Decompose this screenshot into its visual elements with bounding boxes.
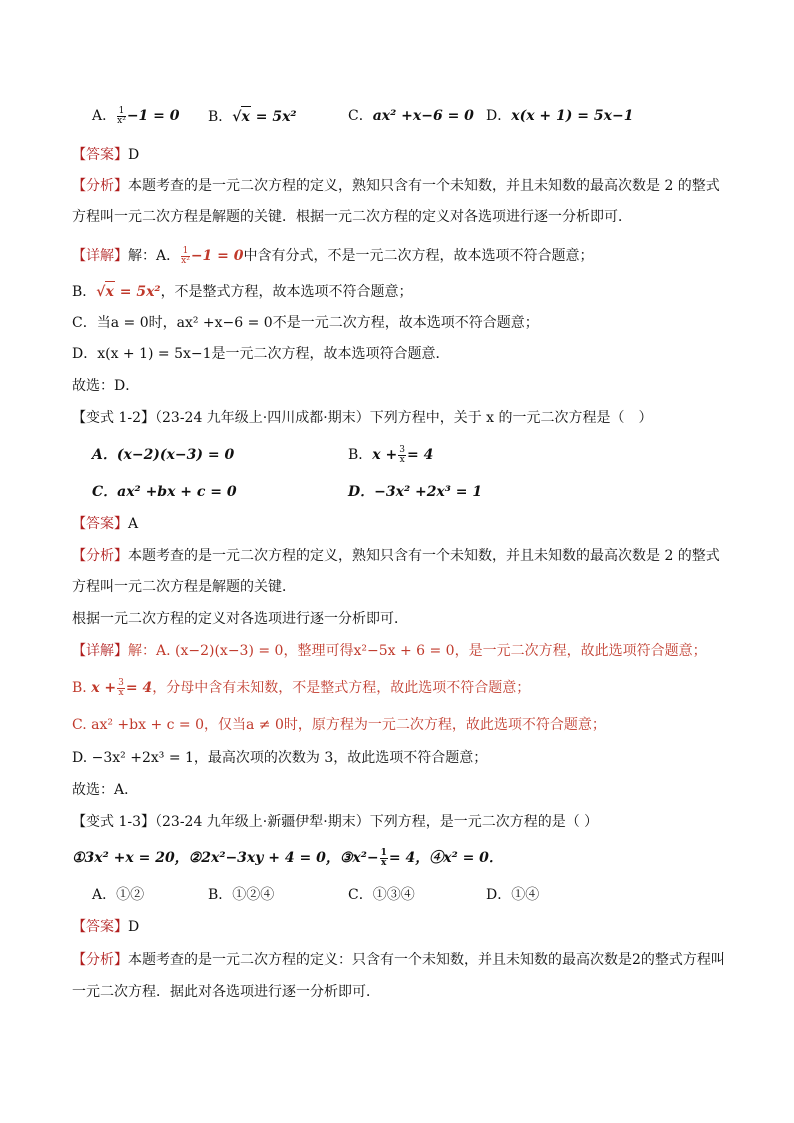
q2-analysis-cont: 方程叫一元二次方程是解题的关键． bbox=[72, 579, 296, 595]
q3-option-d: D．①④ bbox=[486, 887, 540, 903]
q1-option-a: A． $\frac{1}{\text{x²}}$ −1 = 0 bbox=[92, 105, 180, 126]
q3-analysis-cont: 一元二次方程．据此对各选项进行逐一分析即可． bbox=[72, 984, 380, 1000]
q3-equations: ①3x² +x = 20，②2x²−3xy + 4 = 0，③x²− $\frac{1}{x}$ = 4，④x² = 0． bbox=[72, 847, 503, 868]
q2-answer: 【答案】A bbox=[72, 516, 139, 532]
q3-option-a: A．①② bbox=[92, 887, 145, 903]
q3-option-b: B．①②④ bbox=[208, 887, 275, 903]
q2-detail-a: 【详解】解：A. (x−2)(x−3) = 0，整理可得x²−5x + 6 = 0，是一元二次方程，故此选项符合题意； bbox=[72, 643, 707, 659]
q2-analysis: 【分析】本题考查的是一元二次方程的定义，熟知只含有一个未知数，并且未知数的最高次数是 2 的整式 bbox=[72, 548, 720, 564]
q2-option-b: B．x + $\frac{3}{x}$ = 4 bbox=[348, 444, 434, 465]
q3-answer: 【答案】D bbox=[72, 919, 140, 935]
q1-detail-c: C．当a = 0时，ax² +x−6 = 0不是一元二次方程，故本选项不符合题意； bbox=[72, 315, 539, 331]
q2-choose: 故选：A． bbox=[72, 782, 139, 798]
q2-detail-b: B. x + $\frac{3}{x}$ = 4，分母中含有未知数，不是整式方程，故此选项不符合题意； bbox=[72, 677, 531, 698]
q1-option-d: D．x(x + 1) = 5x−1 bbox=[486, 108, 634, 124]
q3-analysis: 【分析】本题考查的是一元二次方程的定义：只含有一个未知数，并且未知数的最高次数是2的整式方程叫 bbox=[72, 952, 725, 968]
q2-title: 【变式 1-2】（23-24 九年级上·四川成都·期末）下列方程中，关于 x 的一元二次方程是（ ） bbox=[72, 410, 653, 426]
q1-analysis: 【分析】本题考查的是一元二次方程的定义，熟知只含有一个未知数，并且未知数的最高次数是 2 的整式 bbox=[72, 178, 720, 194]
fraction: $\frac{1}{\text{x²}}$ bbox=[117, 105, 126, 126]
q1-detail-d: D．x(x + 1) = 5x−1是一元二次方程，故本选项符合题意． bbox=[72, 346, 450, 362]
q2-option-d: D．−3x² +2x³ = 1 bbox=[348, 484, 483, 500]
q1-detail-b: B．√x = 5x²，不是整式方程，故本选项不符合题意； bbox=[72, 281, 413, 302]
q2-option-c: C．ax² +bx + c = 0 bbox=[92, 484, 237, 500]
q1-analysis-cont: 方程叫一元二次方程是解题的关键．根据一元二次方程的定义对各选项进行逐一分析即可． bbox=[72, 209, 632, 225]
q2-detail-d: D. −3x² +2x³ = 1，最高次项的次数为 3，故此选项不符合题意； bbox=[72, 750, 488, 766]
q1-detail: 【详解】解：A． $\frac{1}{\text{x²}}$ −1 = 0中含有分式，不是一元二次方程，故本选项不符合题意； bbox=[72, 245, 594, 266]
q2-option-a: A．(x−2)(x−3) = 0 bbox=[92, 447, 235, 463]
q1-answer: 【答案】D bbox=[72, 147, 140, 163]
q1-option-c: C．ax² +x−6 = 0 bbox=[348, 108, 474, 124]
q3-title: 【变式 1-3】（23-24 九年级上·新疆伊犁·期末）下列方程，是一元二次方程的是（ ） bbox=[72, 814, 599, 830]
q1-option-b: B．√x = 5x² bbox=[208, 106, 297, 127]
q3-option-c: C．①③④ bbox=[348, 887, 415, 903]
q2-analysis-cont2: 根据一元二次方程的定义对各选项进行逐一分析即可． bbox=[72, 611, 408, 627]
q2-detail-c: C. ax² +bx + c = 0，仅当a ≠ 0时，原方程为一元二次方程，故此选项不符合题意； bbox=[72, 717, 606, 733]
q1-choose: 故选：D． bbox=[72, 378, 140, 394]
